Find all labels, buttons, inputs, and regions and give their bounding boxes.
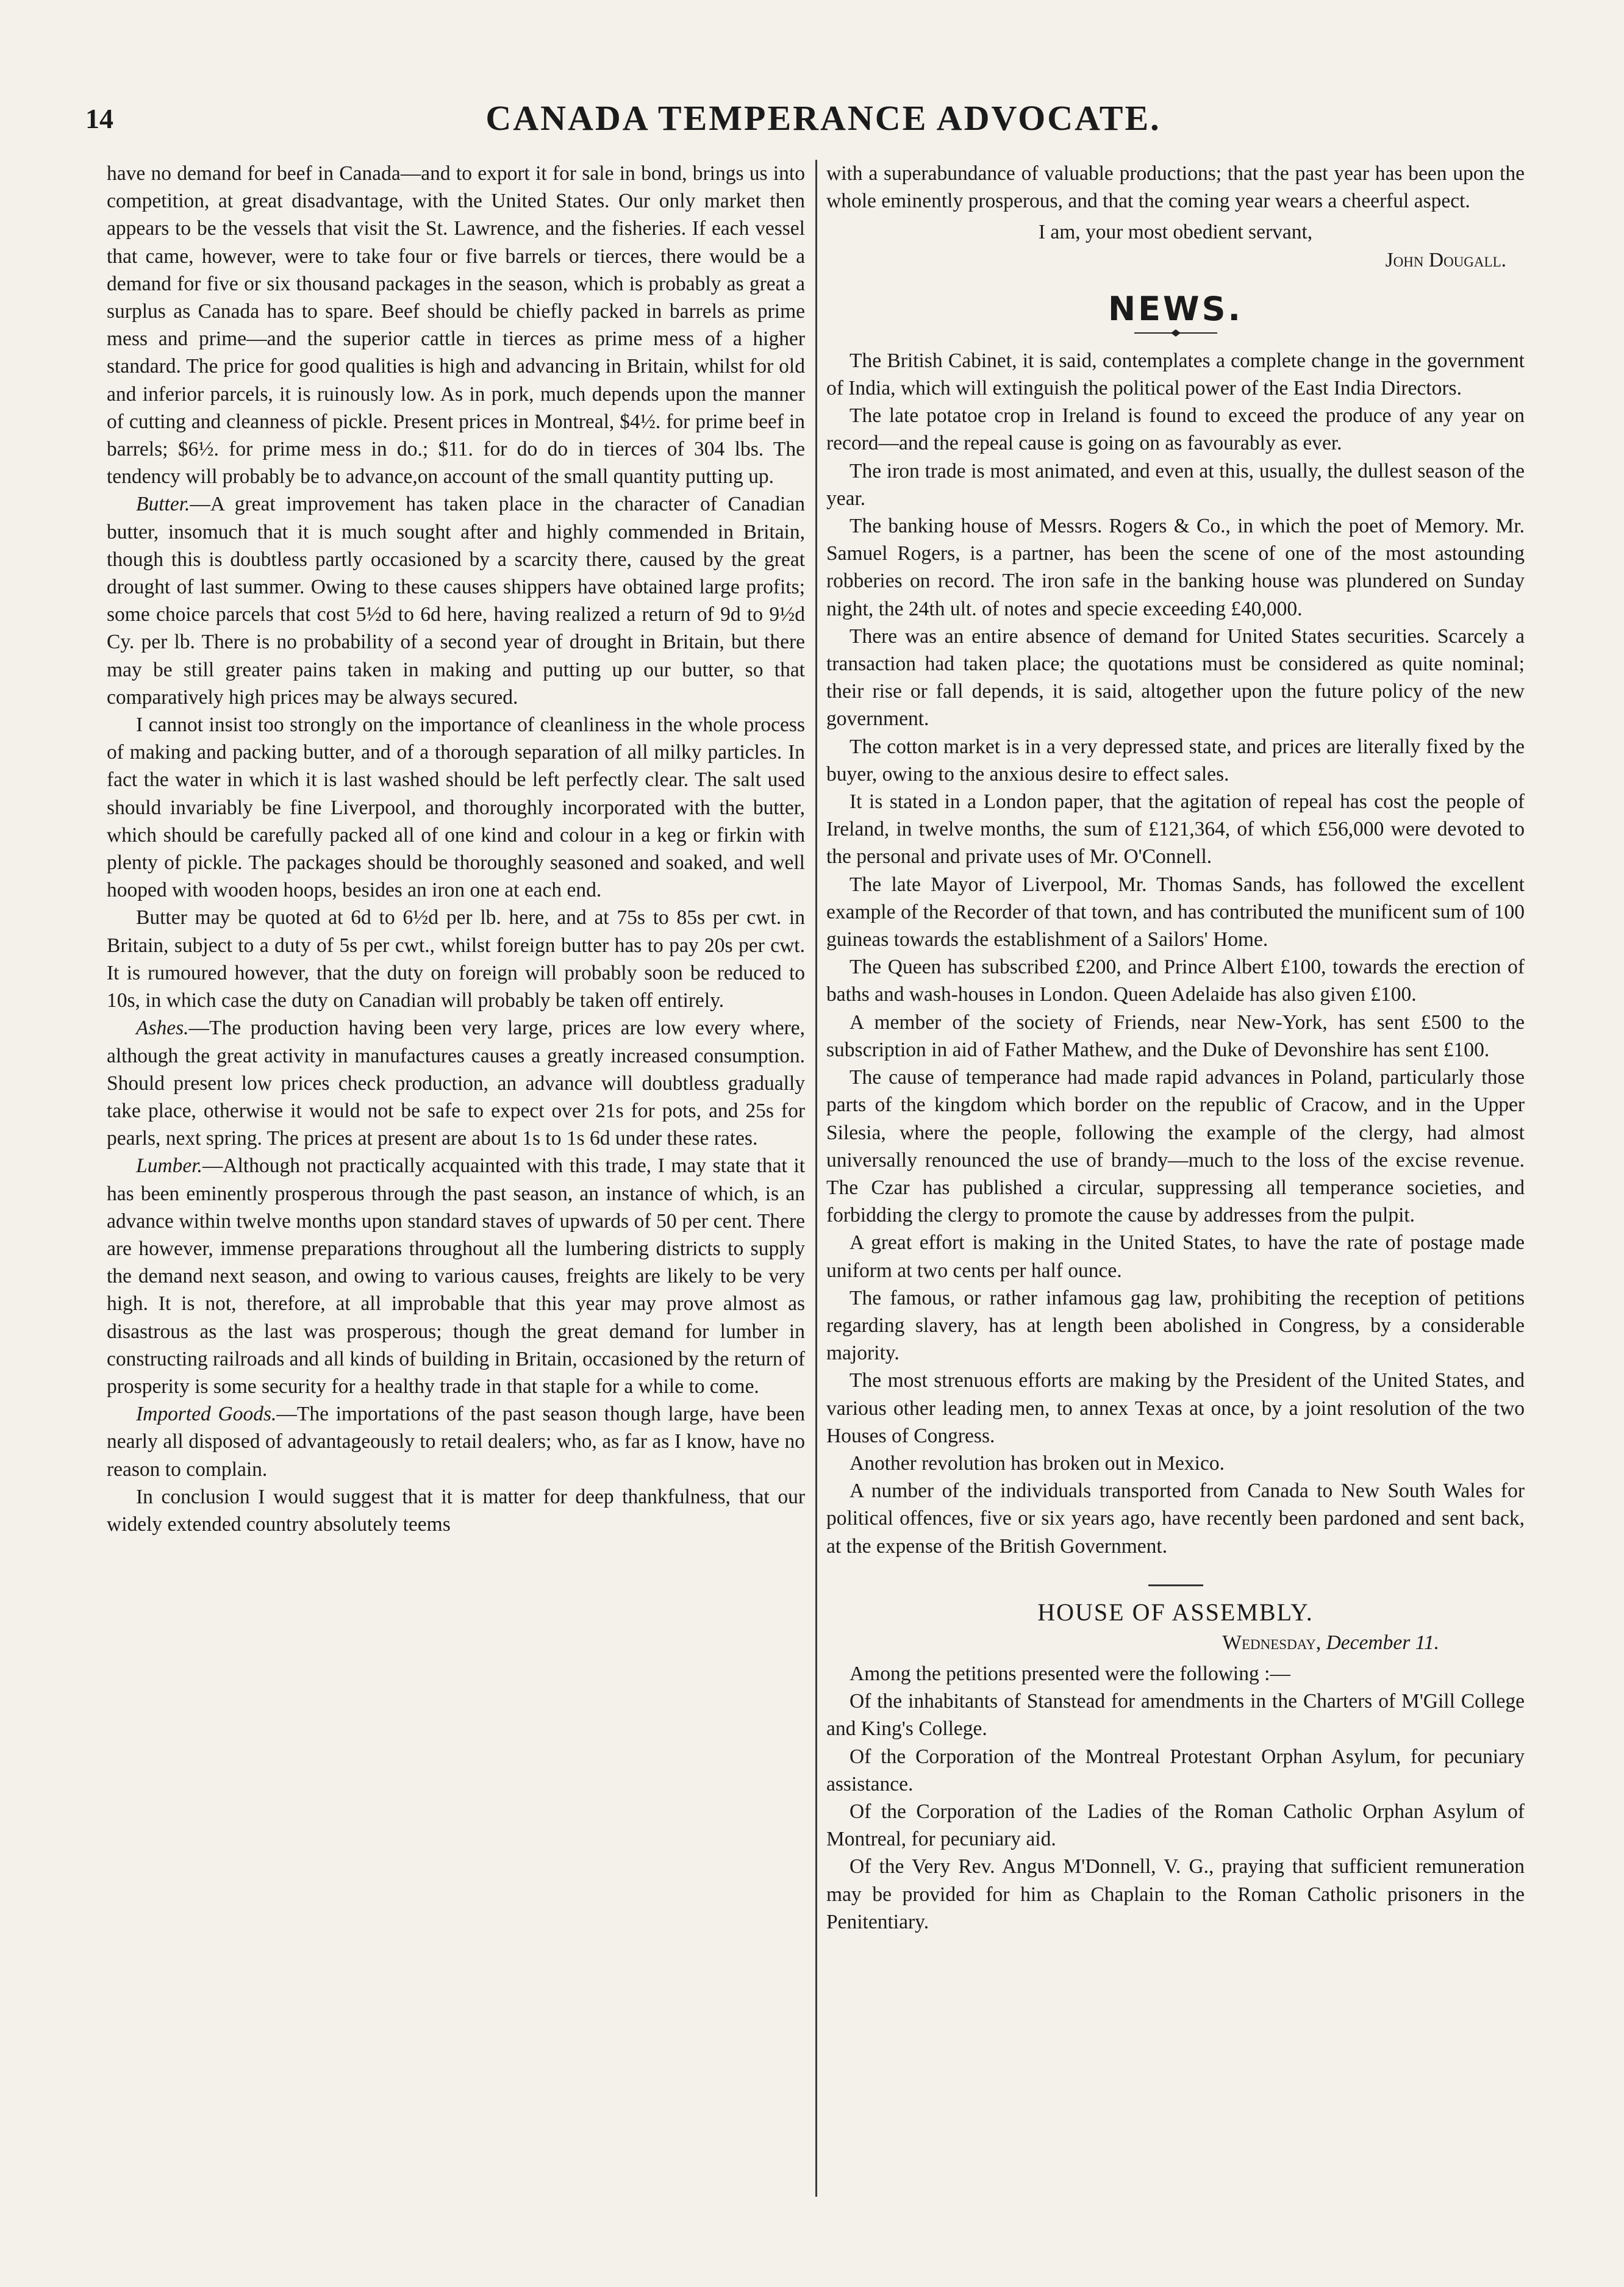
lumber-heading: Lumber. bbox=[136, 1154, 202, 1178]
beef-paragraph: have no demand for beef in Canada—and to export it for sale in bond, brings us into competition, at great disadvantage, with the United States. Our only market then appears to be the vessels that visit the St. Lawrence, and the fisheries. If each vessel that came, however, were to take four or five barrels or tierces, there would be a demand for five or six thousand packages in the season, which is probably as great a surplus as Canada has to spare. Beef should be chiefly packed in barrels as prime mess and prime—and the superior cattle in tierces as prime mess of a higher standard. The price for good qualities is high and advancing in Britain, whilst for old and inferior parcels, it is ruinously low. As in pork, much depends upon the manner of cutting and cleanness of pickle. Present prices in Montreal, $4½. for prime beef in barrels; $6½. for prime mess in do.; $11. for do do in tierces of 304 lbs. The tendency will probably be to advance,on account of the small quantity putting up. bbox=[107, 162, 805, 489]
letter-signature: John Dougall. bbox=[1385, 248, 1506, 271]
petition-item: Of the Corporation of the Montreal Protestant Orphan Asylum, for pecuniary assistance. bbox=[826, 1745, 1525, 1795]
letter-sign-off: I am, your most obedient servant, bbox=[1038, 221, 1313, 244]
news-item: The cotton market is in a very depressed state, and prices are literally fixed by the buyer, owing to the anxious desire to effect sales. bbox=[826, 735, 1525, 786]
ashes-paragraph bbox=[107, 1014, 805, 1152]
butter-quote-paragraph: Butter may be quoted at 6d to 6½d per lb. here, and at 75s to 85s per cwt. in Britain, subject to a duty of 5s per cwt., whilst foreign butter has to pay 20s per cwt. It is rumoured however, that the duty on foreign will probably soon be reduced to 10s, in which case the duty on Canadian will probably be taken off entirely. bbox=[107, 906, 805, 1012]
news-item: The cause of temperance had made rapid advances in Poland, particularly those parts of the kingdom which border on the republic of Cracow, and in the Upper Silesia, where the people, following the example of the clergy, had almost universally renounced the use of brandy—much to the loss of the excise revenue. The Czar has published a circular, suppressing all temperance societies, and forbidding the clergy to promote the cause by addresses from the pulpit. bbox=[826, 1066, 1525, 1227]
cleanliness-paragraph: I cannot insist too strongly on the importance of cleanliness in the whole process of making and packing butter, and of a thorough separation of all milky particles. In fact the water in which it is last washed should be left perfectly clear. The salt used should invariably be fine Liverpool, and thoroughly incorporated with the butter, which should be carefully packed all of one kind and colour in a keg or firkin with plenty of pickle. The packages should be thoroughly seasoned and soaked, and well hooped with wooden hoops, besides an iron one at each end. bbox=[107, 714, 805, 902]
petition-item: Among the petitions presented were the following :— bbox=[850, 1662, 1290, 1685]
news-item: The late potatoe crop in Ireland is found to exceed the produce of any year on record—and the repeal cause is going on as favourably as ever. bbox=[826, 404, 1525, 455]
assembly-heading: HOUSE OF ASSEMBLY. bbox=[1037, 1598, 1314, 1626]
news-item: The Queen has subscribed £200, and Prince Albert £100, towards the erection of baths and wash-houses in London. Queen Adelaide has also given £100. bbox=[826, 956, 1525, 1006]
butter-text: —A great improvement has taken place in the character of Canadian butter, insomuch that it is much sought after and highly commended in Britain, though this is doubtless partly occasioned by a scarcity there, caused by the great drought of last summer. Owing to these causes shippers have obtained large profits; some choice parcels that cost 5½d to 6d here, having realized a return of 9d to 9½d Cy. per lb. There is no probability of a second year of drought in Britain, but there may be still greater pains taken in making and putting up our butter, so that comparatively high prices may be always secured. bbox=[107, 493, 805, 709]
news-item: There was an entire absence of demand for United States securities. Scarcely a transaction had taken place; the quotations must be considered as quite nominal; their rise or fall depends, it is said, altogether upon the future policy of the new government. bbox=[826, 625, 1525, 731]
news-item: The banking house of Messrs. Rogers & Co., in which the poet of Memory. Mr. Samuel Rogers, is a partner, has been the scene of one of the most astounding robberies on record. The iron safe in the banking house was plundered on Sunday night, the 24th ult. of notes and specie exceeding £40,000. bbox=[826, 515, 1525, 620]
assembly-date-line bbox=[826, 1629, 1525, 1656]
ashes-heading: Ashes. bbox=[136, 1017, 189, 1040]
petition-item: Of the Very Rev. Angus M'Donnell, V. G., praying that sufficient remuneration may be provided for him as Chaplain to the Roman Catholic prisoners in the Penitentiary. bbox=[826, 1855, 1525, 1933]
conclusion-paragraph: In conclusion I would suggest that it is matter for deep thankfulness, that our widely extended country absolutely teems bbox=[107, 1485, 805, 1536]
assembly-day: Wednesday, bbox=[1222, 1631, 1322, 1654]
news-item: It is stated in a London paper, that the agitation of repeal has cost the people of Ireland, in twelve months, the sum of £121,364, of which £56,000 were devoted to the personal and private uses of Mr. O'Connell. bbox=[826, 790, 1525, 868]
left-column bbox=[107, 160, 805, 2197]
ashes-text: —The production having been very large, prices are low every where, although the great activity in manufactures causes a greatly increased consumption. Should present low prices check production, an advance will doubtless gradually take place, otherwise it would not be safe to expect over 21s for pots, and 25s for pearls, next spring. The prices at present are about 1s to 1s 6d under these rates. bbox=[107, 1017, 805, 1150]
letter-continuation: with a superabundance of valuable productions; that the past year has been upon the whole eminently prosperous, and that the coming year wears a cheerful aspect. bbox=[826, 162, 1525, 213]
ornament-rule-icon bbox=[1133, 329, 1218, 337]
imported-goods-heading: Imported Goods. bbox=[136, 1403, 277, 1426]
column-divider bbox=[815, 160, 817, 2197]
news-item: Another revolution has broken out in Mexico. bbox=[850, 1451, 1225, 1475]
running-title: CANADA TEMPERANCE ADVOCATE. bbox=[485, 98, 1161, 138]
assembly-date: December 11. bbox=[1326, 1631, 1439, 1654]
petition-item: Of the Corporation of the Ladies of the Roman Catholic Orphan Asylum of Montreal, for pecuniary aid. bbox=[826, 1800, 1525, 1851]
news-item: The iron trade is most animated, and even at this, usually, the dullest season of the year. bbox=[826, 459, 1525, 510]
imported-goods-paragraph bbox=[107, 1400, 805, 1483]
page-number: 14 bbox=[85, 103, 113, 134]
news-item: The most strenuous efforts are making by the President of the United States, and various other leading men, to annex Texas at once, by a joint resolution of the two Houses of Congress. bbox=[826, 1369, 1525, 1447]
right-column bbox=[826, 160, 1525, 2197]
petition-item: Of the inhabitants of Stanstead for amendments in the Charters of M'Gill College and King's College. bbox=[826, 1690, 1525, 1741]
news-item: A great effort is making in the United States, to have the rate of postage made uniform at two cents per half ounce. bbox=[826, 1231, 1525, 1282]
news-item: A member of the society of Friends, near New-York, has sent £500 to the subscription in aid of Father Mathew, and the Duke of Devonshire has sent £100. bbox=[826, 1011, 1525, 1061]
butter-heading: Butter. bbox=[136, 493, 190, 516]
news-heading: NEWS. bbox=[1107, 289, 1243, 328]
news-item: A number of the individuals transported from Canada to New South Wales for political offences, five or six years ago, have recently been pardoned and sent back, at the expense of the British Government. bbox=[826, 1480, 1525, 1558]
news-item: The famous, or rather infamous gag law, prohibiting the reception of petitions regarding slavery, has at length been abolished in Congress, by a considerable majority. bbox=[826, 1286, 1525, 1365]
butter-paragraph bbox=[107, 490, 805, 711]
news-item: The British Cabinet, it is said, contemplates a complete change in the government of India, which will extinguish the political power of the East India Directors. bbox=[826, 349, 1525, 400]
section-divider bbox=[1148, 1584, 1203, 1586]
news-item: The late Mayor of Liverpool, Mr. Thomas Sands, has followed the excellent example of the Recorder of that town, and has contributed the munificent sum of 100 guineas towards the establishment of a Sailors' Home. bbox=[826, 873, 1525, 951]
imported-goods-text: —The importations of the past season though large, have been nearly all disposed of advantageously to retail dealers; who, as far as I know, have no reason to complain. bbox=[107, 1403, 805, 1481]
news-section bbox=[826, 347, 1525, 1560]
lumber-paragraph bbox=[107, 1152, 805, 1400]
page-header bbox=[85, 91, 1561, 146]
lumber-text: —Although not practically acquainted with this trade, I may state that it has been eminently prosperous through the past season, an instance of which, is an advance within twelve months upon standard staves of upwards of 50 per cent. There are however, immense preparations throughout all the lumbering districts to supply the demand next season, and owing to various causes, freights are likely to be very high. It is not, therefore, at all improbable that this year may prove almost as disastrous as the last was prosperous; though the great demand for lumber in constructing railroads and all kinds of building in Britain, occasioned by the return of prosperity is some security for a healthy trade in that staple for a while to come. bbox=[107, 1154, 805, 1398]
assembly-section bbox=[826, 1660, 1525, 1936]
